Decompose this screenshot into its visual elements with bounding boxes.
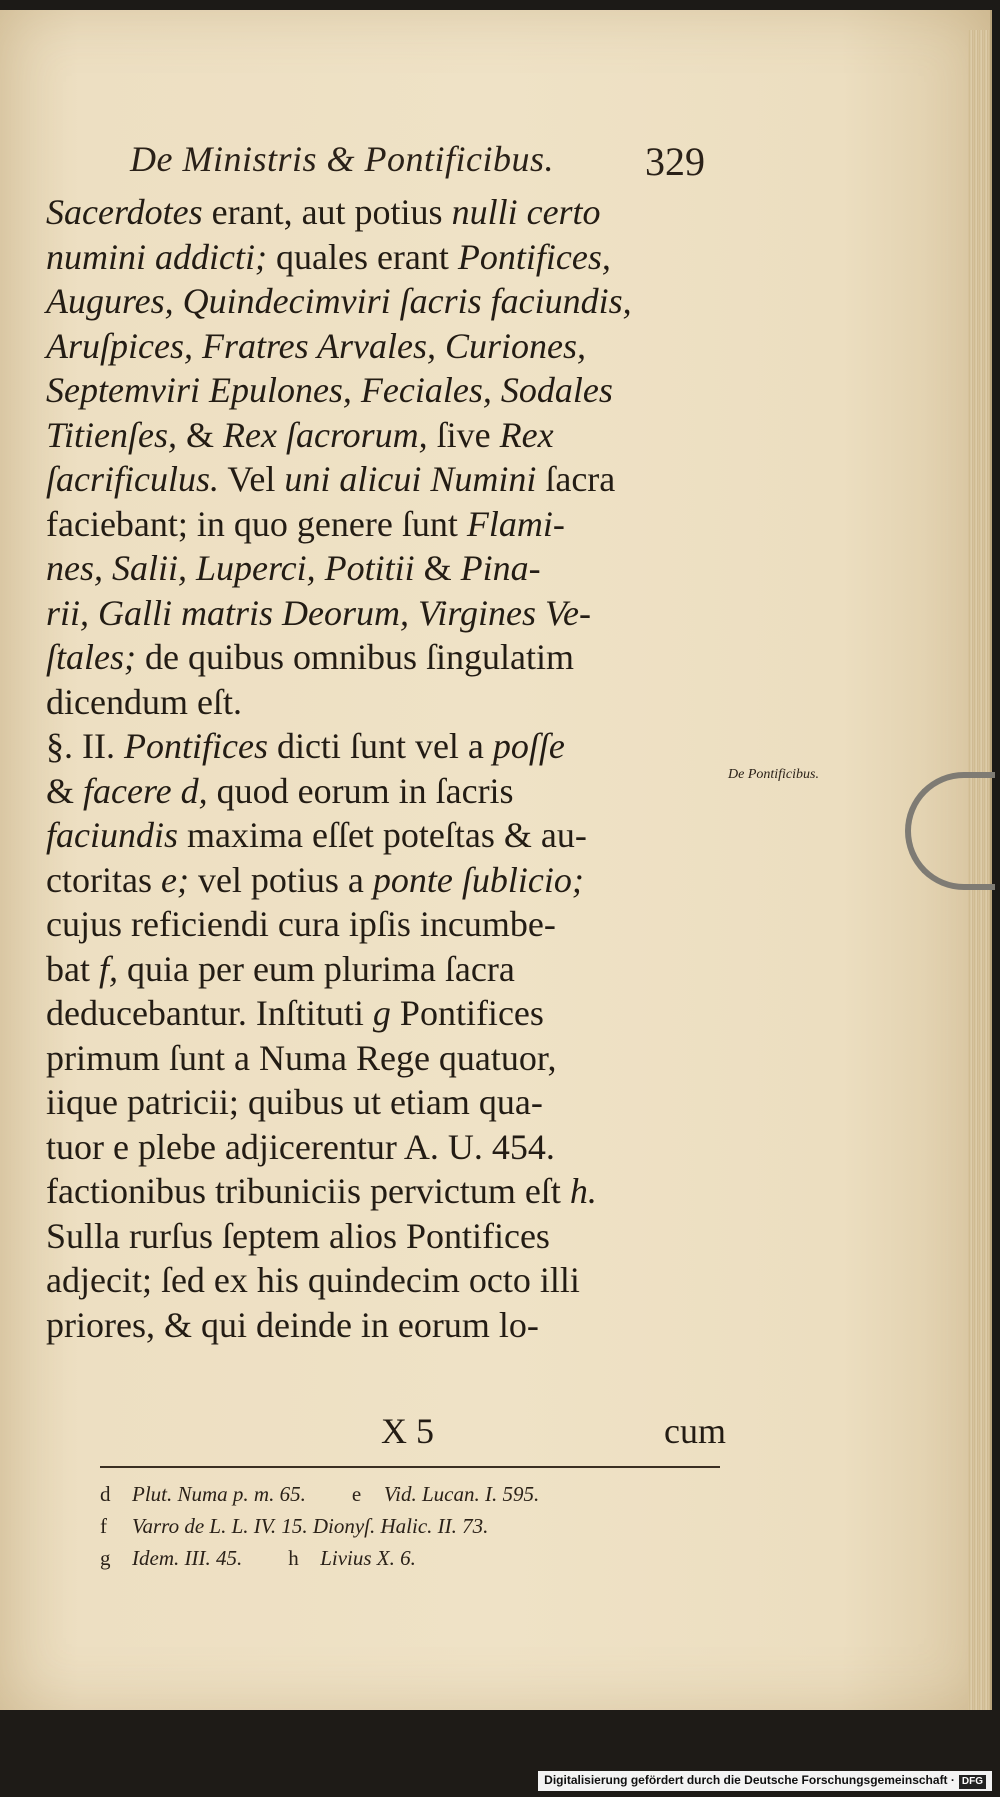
text-segment: Sacerdotes [46, 192, 203, 232]
text-segment: ponte ſublicio; [372, 859, 584, 900]
footnote-mark: g [100, 1546, 111, 1570]
footnote-text: Plut. Numa p. m. 65. [132, 1482, 306, 1506]
text-segment: Septemviri Epulones, Feciales, Sodales [46, 370, 613, 410]
footnote-rule [100, 1466, 720, 1468]
text-segment: Rex [499, 414, 554, 455]
text-segment: cujus reficiendi cura ipſis incumbe- [46, 904, 556, 944]
text-segment: primum ſunt a Numa Rege quatuor, [46, 1037, 557, 1078]
book-page [0, 10, 992, 1710]
text-line [46, 546, 726, 591]
text-segment: dicendum eſt. [46, 681, 242, 722]
text-line [46, 457, 726, 502]
footnote-line [100, 1510, 740, 1542]
text-segment: Augures, Quindecimviri ſacris faciundis, [46, 281, 632, 321]
text-line [46, 368, 726, 413]
text-line [46, 858, 726, 903]
text-segment: Aruſpices, Fratres Arvales, Curiones, [46, 325, 586, 366]
margin-note: De Pontificibus. [728, 767, 819, 782]
text-line [46, 502, 726, 547]
text-segment: iique patricii; quibus ut etiam qua- [46, 1082, 543, 1122]
text-line [46, 235, 726, 280]
digitization-credit [538, 1771, 992, 1791]
text-line [46, 947, 726, 992]
text-line [46, 413, 726, 458]
text-segment: ſacra [536, 459, 616, 499]
footnote-mark: f [100, 1514, 107, 1538]
text-line [46, 1125, 726, 1170]
text-segment: g [372, 993, 391, 1033]
text-line [46, 769, 726, 814]
text-segment: nes, Salii, Luperci, Potitii [46, 548, 415, 588]
text-segment: §. II. [46, 726, 124, 766]
text-segment: Vel [219, 459, 285, 499]
text-line [46, 1169, 726, 1214]
text-segment: Pontifices, [457, 236, 611, 277]
footnote-text: Varro de L. L. IV. 15. Dionyſ. Halic. II. 73. [132, 1514, 489, 1538]
footnote-line [100, 1542, 740, 1574]
text-segment: h. [569, 1171, 597, 1211]
catchword-row [46, 1410, 726, 1454]
text-line [46, 902, 726, 947]
footnote-text: Idem. III. 45. [132, 1546, 243, 1570]
running-head: De Ministris & Pontificibus. [130, 139, 554, 179]
footnote-mark: h [288, 1546, 299, 1570]
text-line [46, 1036, 726, 1081]
text-line [46, 991, 726, 1036]
dfg-logo: DFG [959, 1775, 986, 1789]
text-line [46, 680, 726, 725]
footnote-text: Vid. Lucan. I. 595. [383, 1482, 540, 1506]
text-segment: quia per eum plurima ſacra [118, 948, 515, 989]
text-segment: maxima eſſet poteſtas & au- [178, 815, 587, 855]
signature-mark: X 5 [381, 1411, 434, 1451]
footnote-line [100, 1478, 740, 1510]
text-segment: deducebantur. Inſtituti [46, 993, 373, 1033]
text-segment: & [46, 770, 84, 811]
text-segment: rii, Galli matris Deorum, Virgines Ve- [46, 592, 591, 633]
text-segment: bat [46, 948, 99, 989]
text-segment: Titienſes, [46, 414, 178, 455]
text-segment: & [177, 414, 224, 455]
text-segment: ſtales; [46, 637, 136, 677]
text-line [46, 1080, 726, 1125]
text-line [46, 724, 726, 769]
text-line [46, 324, 726, 369]
text-segment: Rex ſacrorum, [223, 414, 428, 455]
text-segment: uni alicui Numini [284, 459, 537, 499]
text-line [46, 1303, 726, 1348]
text-segment: ſacrificulus. [46, 459, 219, 499]
text-segment: Pontifices [390, 993, 544, 1033]
bottom-band [0, 1710, 1000, 1797]
text-line [46, 279, 726, 324]
footnote-mark: e [351, 1482, 362, 1506]
text-segment: facere d, [83, 770, 208, 811]
text-segment: Flami- [466, 503, 565, 544]
text-line [46, 1214, 726, 1259]
text-line [46, 190, 726, 235]
text-segment: erant, aut potius [202, 192, 452, 232]
text-segment: Pontifices [123, 726, 268, 766]
text-segment: ctoritas [46, 859, 161, 900]
text-segment: factionibus tribuniciis pervictum eſt [46, 1171, 570, 1211]
footnote-mark: d [100, 1482, 111, 1506]
text-segment: adjecit; ſed ex his quindecim octo illi [46, 1260, 580, 1300]
text-segment: de quibus omnibus ſingulatim [135, 637, 574, 677]
text-line [46, 813, 726, 858]
catchword: cum [664, 1411, 726, 1451]
text-segment: quod eorum in ſacris [207, 770, 514, 811]
text-segment: ſive [427, 414, 500, 455]
text-segment: tuor e plebe adjicerentur A. U. 454. [46, 1126, 555, 1167]
text-segment: quales erant [266, 236, 458, 277]
page-number: 329 [645, 139, 705, 184]
footnote-text: Livius X. 6. [320, 1546, 416, 1570]
text-segment: faciundis [46, 815, 178, 855]
text-line [46, 1258, 726, 1303]
text-segment: Sulla rurſus ſeptem alios Pontifices [46, 1215, 550, 1256]
text-segment: f, [98, 948, 118, 989]
text-line [46, 591, 726, 636]
text-segment: & [414, 548, 461, 588]
credit-text: Digitalisierung gefördert durch die Deutsche Forschungsgemeinschaft · [544, 1773, 955, 1787]
text-line [46, 635, 726, 680]
text-segment: faciebant; in quo genere ſunt [46, 503, 467, 544]
text-segment: dicti ſunt vel a [267, 726, 493, 766]
text-segment: e; [160, 859, 189, 900]
body-text [46, 190, 726, 1347]
text-segment: priores, & qui deinde in eorum lo- [46, 1304, 539, 1345]
text-segment: numini addicti; [46, 236, 267, 277]
text-segment: vel potius a [188, 859, 373, 900]
text-segment: nulli certo [451, 192, 601, 232]
footnotes [100, 1478, 740, 1574]
text-segment: Pina- [460, 548, 541, 588]
text-segment: poſſe [492, 726, 565, 766]
